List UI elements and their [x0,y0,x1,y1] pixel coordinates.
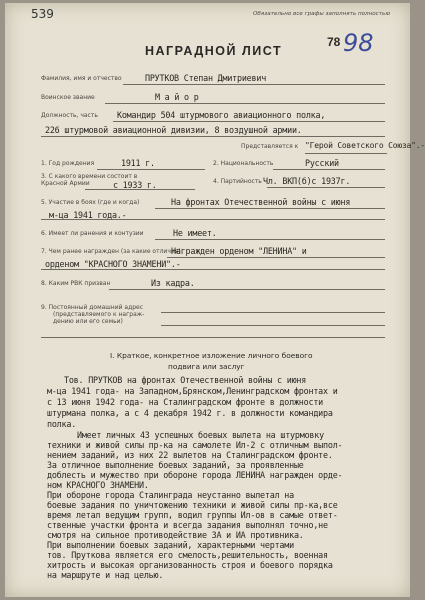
narrative-line: смотря на сильное противодействие ЗА и ИА противника. [47,530,304,540]
label-party: 4. Партийность [213,178,262,185]
label-combat: 5. Участие в боях (где и когда) [41,199,140,206]
label-nationality: 2. Национальность [213,160,274,167]
narrative-line: Тов. ПРУТКОВ на фронтах Отечественной войны с июня [64,375,307,385]
section-subheading: подвига или заслуг [168,362,245,371]
label-service-since: 3. С какого времени состоит в Красной Армии [41,173,138,187]
label-address-3: дению или его семьи) [53,318,123,325]
value-birth-year: 1911 г. [121,158,155,168]
narrative-line: Имеет личных 43 успешных боевых вылета на штурмовку [77,430,324,440]
label-nominated: Представляется к [241,143,299,150]
narrative-line: хитрость и высокая организованность строя и боевого порядка [47,560,333,570]
narrative-line: штурмана полка, а с 4 декабря 1942 г. в должности командира [47,408,333,418]
value-rank: М а й о р [155,92,199,102]
award-sheet [5,3,425,597]
narrative-line: нением заданий, из них 22 вылетов на Сталинградском фронте. [47,450,333,460]
narrative-line: м-ца 1941 года- на Западном,Брянском,Ленинградском фронтах и [47,386,338,396]
label-prior-awards: 7. Чем ранее награжден (за какие отличия) [41,248,181,255]
value-wounds: Не имеет. [173,228,217,238]
value-service-since: с 1933 г. [113,180,157,190]
document-title: НАГРАДНОЙ ЛИСТ [145,44,283,58]
value-nominated: "Герой Советского Союза".- [305,141,425,150]
label-address-2: (представляемого к награж- [53,311,145,318]
section-heading: I. Краткое, конкретное изложение личного боевого [110,351,313,360]
narrative-line: время летал ведущим групп, водил группы Ил-ов в самые ответ- [47,510,338,520]
narrative-line: За отличное выполнение боевых заданий, за проявленные [47,460,304,470]
label-rvk: 8. Каким РВК призван [41,280,111,287]
label-position: Должность, часть [41,112,98,119]
narrative-line: При выполнении боевых заданий, характерными чертами [47,540,294,550]
narrative-line: с 13 июня 1942 года- на Сталинградском фронте в должности [47,397,324,407]
label-address-1: 9. Постоянный домашний адрес [41,304,144,311]
value-name: ПРУТКОВ Степан Дмитриевич [145,73,267,83]
label-wounds: 6. Имеет ли ранения и контузии [41,230,144,237]
value-position-2: 226 штурмовой авиационной дивизии, 8 воздушной армии. [45,125,302,135]
narrative-line: техники и живой силы пр-ка на самолете Ил-2 с отличным выпол- [47,440,343,450]
narrative-line: При обороне города Сталинграда неустанно вылетал на [47,490,294,500]
value-combat-2: м-ца 1941 года.- [49,210,127,220]
value-prior-awards-2: орденом "КРАСНОГО ЗНАМЕНИ".- [45,259,181,269]
narrative-line: полка. [47,419,77,429]
label-rank: Воинское звание [41,94,95,101]
narrative-line: ном КРАСНОГО ЗНАМЕНИ. [47,480,149,490]
value-party: Чл. ВКП(б)с 1937г. [263,176,351,186]
narrative-line: тов. Пруткова является его смелость,решительность, военная [47,550,328,560]
narrative-line: боевые задания по уничтожению техники и живой силы пр-ка,все [47,500,338,510]
archive-number-handwritten: 539 [31,7,54,21]
stamp-number: 78 [327,35,341,49]
value-position-1: Командир 504 штурмового авиационного полка, [117,110,326,120]
value-nationality: Русский [305,158,339,168]
handwritten-number: 98 [343,29,374,57]
narrative-line: доблесть и мужество при обороне города ЛЕНИНА награжден орде- [47,470,343,480]
value-rvk: Из кадра. [151,278,195,288]
narrative-line: ственные участки фронта и всегда задания выполнял точно,не [47,520,328,530]
narrative-line: на маршруте и над целью. [47,570,164,580]
label-name: Фамилия, имя и отчество [41,75,122,82]
mandatory-note: Обязательно все графы заполнять полностью [253,11,391,17]
label-birth-year: 1. Год рождения [41,160,95,167]
value-prior-awards-1: Награжден орденом "ЛЕНИНА" и [171,246,307,256]
value-combat-1: На фронтах Отечественной войны с июня [171,197,351,207]
